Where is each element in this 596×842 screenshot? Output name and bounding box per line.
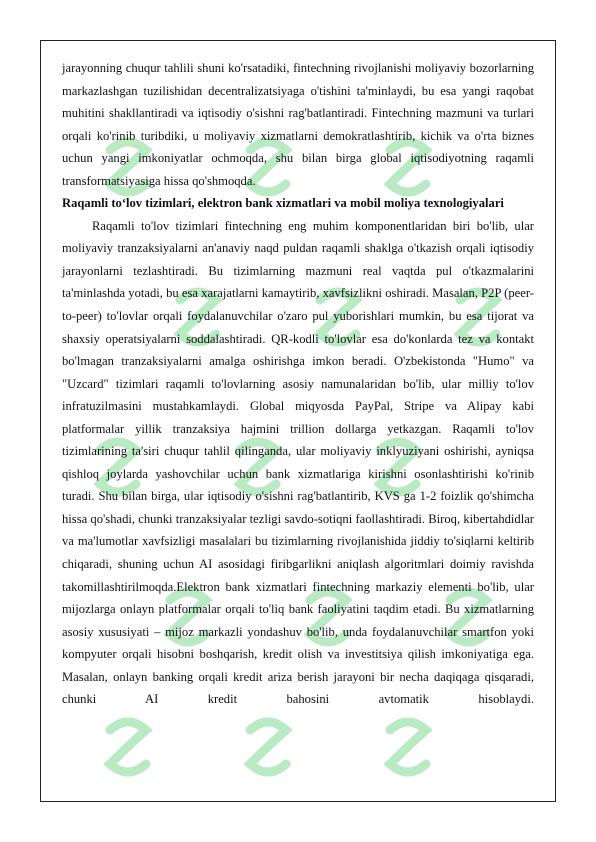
paragraph-digital-payments: Raqamli to'lov tizimlari fintechning eng muhim komponentlaridan biri bo'lib, ular moliyaviy tranzaksiyalarni an'anaviy naqd puldan raqamli shaklga o'tkazish orqali iqtisodiy jarayonlarni tezlashtiradi. Bu tizimlarning mazmuni real vaqtda pul o'tkazmalarini ta'minlashda yotadi, bu esa xarajatlarni kamaytirib, xavfsizlikni oshiradi. Masalan, P2P (peer-to-peer) to'lovlar orqali foydalanuvchilar o'zaro pul yuborishlari mumkin, bu esa tijorat va shaxsiy operatsiyalarni soddalashtiradi. QR-kodli to'lovlar esa do'konlarda tez va kontakt bo'lmagan tranzaksiyalarni amalga oshirishga imkon beradi. O'zbekistonda "Humo" va "Uzcard" tizimlari raqamli to'lovlarning asosiy namunalaridan bo'lib, ular milliy to'lov infratuzilmasini mustahkamlaydi. Global miqyosda PayPal, Stripe va Alipay kabi platformalar yillik tranzaksiya hajmini trillion dollarga yetkazgan. Raqamli to'lov tizimlarining ta'siri chuqur tahlil qilinganda, ular moliyaviy inklyuziyani oshirishi, ayniqsa qishloq joylarda yashovchilar uchun bank xizmatlariga kirishni osonlashtirishi ko'rinib turadi. Shu bilan birga, ular iqtisodiy o'sishni rag'batlantirib, KVS ga 1-2 foizlik qo'shimcha hissa qo'shadi, chunki tranzaksiyalar tezligi savdo-sotiqni faollashtiradi. Biroq, kibertahdidlar va ma'lumotlar xavfsizligi masalalari bu tizimlarning rivojlanishida jiddiy to'siqlarni keltirib chiqaradi, shuning uchun AI asosidagi firibgarlikni aniqlash algoritmlari doimiy ravishda takomillashtirilmoqda.Elektron bank xizmatlari fintechning markaziy elementi bo'lib, ular mijozlarga onlayn platformalar orqali to'liq bank faoliyatini taqdim etadi. Bu xizmatlarning asosiy xususiyati – mijoz markazli yondashuv bo'lib, unda foydalanuvchilar smartfon yoki kompyuter orqali hisobni boshqarish, kredit olish va investitsiya qilish imkoniyatiga ega. Masalan, onlayn banking orqali kredit ariza berish jarayoni bir necha daqiqaga qisqaradi, chunki AI kredit bahosini avtomatik hisoblaydi. bbox=[62, 218, 534, 707]
paragraph-intro: jarayonning chuqur tahlili shuni ko'rsatadiki, fintechning rivojlanishi moliyaviy bozorlarning markazlashgan tuzilishidan decentralizatsiyaga o'tishini ta'minlaydi, bu esa yangi raqobat muhitini shakllantiradi va iqtisodiy o'sishni rag'batlantiradi. Fintechning mazmuni va turlari orqali ko'rinib turibdiki, u moliyaviy xizmatlarni demokratlashtirib, kichik va o'rta biznes uchun yangi imkoniyatlar ochmoqda, shu bilan birga global iqtisodiyotning raqamli transformatsiyasiga hissa qo'shmoqda. bbox=[62, 61, 534, 188]
section-heading: Raqamli to‘lov tizimlari, elektron bank xizmatlari va mobil moliya texnologiyalari bbox=[62, 196, 504, 211]
document-body bbox=[62, 57, 534, 711]
